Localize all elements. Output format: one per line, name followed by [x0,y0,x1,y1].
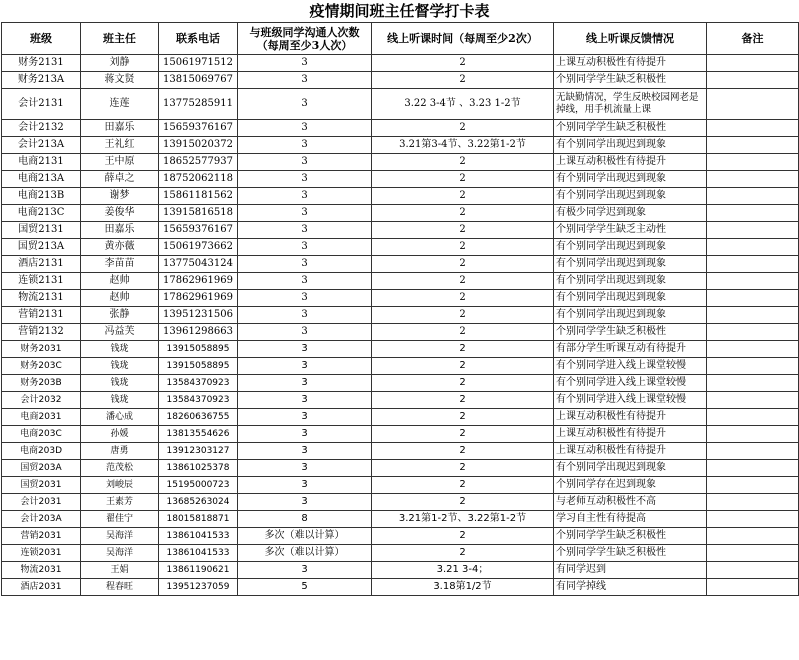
cell-feedback[interactable]: 有个别同学出现迟到现象 [554,239,707,256]
cell-feedback[interactable]: 个别同学学生缺乏积极性 [554,72,707,89]
table-row [2,545,799,562]
table-row [2,239,799,256]
table-row [2,188,799,205]
cell-notes[interactable] [707,188,799,205]
cell-class[interactable]: 会计203A [2,511,81,528]
cell-contacts[interactable]: 多次（难以计算） [238,528,372,545]
cell-class[interactable]: 会计2032 [2,392,81,409]
table-row [2,477,799,494]
cell-notes[interactable] [707,72,799,89]
table-body [2,55,799,596]
table-row [2,341,799,358]
cell-teacher[interactable]: 王素芳 [81,494,159,511]
table-row [2,171,799,188]
cell-feedback[interactable]: 有个别同学出现迟到现象 [554,188,707,205]
cell-contacts[interactable]: 3 [238,273,372,290]
cell-class[interactable]: 营销2132 [2,324,81,341]
cell-teacher[interactable]: 刘静 [81,55,159,72]
cell-teacher[interactable]: 钱珑 [81,375,159,392]
cell-phone[interactable]: 13915816518 [159,205,238,222]
table-row [2,256,799,273]
cell-feedback[interactable]: 个别同学学生缺乏积极性 [554,545,707,562]
cell-contacts[interactable]: 3 [238,494,372,511]
cell-class[interactable]: 国贸2131 [2,222,81,239]
cell-feedback[interactable]: 个别同学学生缺乏主动性 [554,222,707,239]
table-row [2,205,799,222]
cell-phone[interactable]: 13915020372 [159,137,238,154]
cell-feedback[interactable]: 有同学掉线 [554,579,707,596]
cell-class[interactable]: 国贸2031 [2,477,81,494]
cell-phone[interactable]: 13912303127 [159,443,238,460]
cell-notes[interactable] [707,426,799,443]
cell-class[interactable]: 财务203B [2,375,81,392]
cell-class[interactable]: 会计213A [2,137,81,154]
cell-class[interactable]: 财务2131 [2,55,81,72]
cell-phone[interactable]: 15061973662 [159,239,238,256]
cell-feedback[interactable]: 上课互动积极性有待提升 [554,426,707,443]
cell-notes[interactable] [707,528,799,545]
cell-contacts[interactable]: 8 [238,511,372,528]
cell-notes[interactable] [707,120,799,137]
cell-feedback[interactable]: 有个别同学进入线上课堂较慢 [554,375,707,392]
cell-class[interactable]: 连锁2031 [2,545,81,562]
cell-hours[interactable]: 2 [372,72,554,89]
cell-hours[interactable]: 2 [372,375,554,392]
cell-contacts[interactable]: 3 [238,375,372,392]
table-row [2,443,799,460]
cell-teacher[interactable]: 田嘉乐 [81,120,159,137]
cell-notes[interactable] [707,392,799,409]
cell-hours[interactable]: 2 [372,409,554,426]
cell-teacher[interactable]: 赵帅 [81,273,159,290]
cell-feedback[interactable]: 个别同学学生缺乏积极性 [554,528,707,545]
cell-teacher[interactable]: 王礼红 [81,137,159,154]
cell-notes[interactable] [707,545,799,562]
table-row [2,375,799,392]
cell-phone[interactable]: 13685263024 [159,494,238,511]
cell-phone[interactable]: 13861190621 [159,562,238,579]
cell-contacts[interactable]: 3 [238,460,372,477]
cell-class[interactable]: 电商213A [2,171,81,188]
cell-contacts[interactable]: 3 [238,477,372,494]
cell-phone[interactable]: 13951237059 [159,579,238,596]
cell-teacher[interactable]: 唐勇 [81,443,159,460]
table-row [2,120,799,137]
cell-contacts[interactable]: 3 [238,256,372,273]
cell-teacher[interactable]: 范茂松 [81,460,159,477]
table-row [2,460,799,477]
cell-notes[interactable] [707,256,799,273]
cell-feedback[interactable]: 个别同学存在迟到现象 [554,477,707,494]
cell-teacher[interactable]: 谢梦 [81,188,159,205]
cell-teacher[interactable]: 黄亦薇 [81,239,159,256]
cell-feedback[interactable]: 有个别同学出现迟到现象 [554,171,707,188]
cell-teacher[interactable]: 钱珑 [81,392,159,409]
cell-feedback[interactable]: 有个别同学出现迟到现象 [554,307,707,324]
cell-class[interactable]: 财务203C [2,358,81,375]
cell-teacher[interactable]: 姜俊华 [81,205,159,222]
cell-hours[interactable]: 2 [372,256,554,273]
cell-notes[interactable] [707,375,799,392]
cell-contacts[interactable]: 3 [238,562,372,579]
cell-contacts[interactable]: 3 [238,239,372,256]
cell-notes[interactable] [707,494,799,511]
cell-hours[interactable]: 2 [372,205,554,222]
cell-feedback[interactable]: 有个别同学进入线上课堂较慢 [554,358,707,375]
cell-teacher[interactable]: 冯益芙 [81,324,159,341]
cell-phone[interactable]: 13775285911 [159,89,238,120]
table-row [2,307,799,324]
cell-feedback[interactable]: 个别同学学生缺乏积极性 [554,120,707,137]
cell-hours[interactable]: 2 [372,358,554,375]
cell-hours[interactable]: 2 [372,307,554,324]
cell-contacts[interactable]: 3 [238,154,372,171]
cell-class[interactable]: 财务213A [2,72,81,89]
cell-notes[interactable] [707,273,799,290]
cell-notes[interactable] [707,307,799,324]
cell-teacher[interactable]: 潘心成 [81,409,159,426]
cell-class[interactable]: 国贸203A [2,460,81,477]
table-row [2,579,799,596]
cell-hours[interactable]: 3.21 3-4； [372,562,554,579]
cell-contacts[interactable]: 3 [238,409,372,426]
cell-feedback[interactable]: 学习自主性有待提高 [554,511,707,528]
cell-teacher[interactable]: 程春旺 [81,579,159,596]
cell-class[interactable]: 电商213B [2,188,81,205]
cell-contacts[interactable]: 3 [238,290,372,307]
cell-class[interactable]: 物流2031 [2,562,81,579]
cell-phone[interactable]: 17862961969 [159,273,238,290]
cell-teacher[interactable]: 连莲 [81,89,159,120]
cell-phone[interactable]: 15061971512 [159,55,238,72]
header-class: 班级 [2,23,81,55]
cell-phone[interactable]: 18015818871 [159,511,238,528]
cell-teacher[interactable]: 田嘉乐 [81,222,159,239]
cell-teacher[interactable]: 吴海洋 [81,545,159,562]
header-teacher: 班主任 [81,23,159,55]
header-contacts: 与班级同学沟通人次数（每周至少3人次） [238,23,372,55]
cell-feedback[interactable]: 个别同学学生缺乏积极性 [554,324,707,341]
cell-hours[interactable]: 2 [372,222,554,239]
cell-class[interactable]: 会计2031 [2,494,81,511]
cell-hours[interactable]: 2 [372,460,554,477]
cell-hours[interactable]: 2 [372,545,554,562]
cell-class[interactable]: 营销2031 [2,528,81,545]
cell-contacts[interactable]: 3 [238,89,372,120]
cell-phone[interactable]: 13915058895 [159,358,238,375]
cell-teacher[interactable]: 翟佳宁 [81,511,159,528]
cell-class[interactable]: 营销2131 [2,307,81,324]
cell-phone[interactable]: 13584370923 [159,375,238,392]
cell-phone[interactable]: 18752062118 [159,171,238,188]
cell-notes[interactable] [707,154,799,171]
header-phone: 联系电话 [159,23,238,55]
cell-class[interactable]: 电商2031 [2,409,81,426]
cell-teacher[interactable]: 蒋文贤 [81,72,159,89]
cell-phone[interactable]: 15659376167 [159,222,238,239]
cell-hours[interactable]: 2 [372,273,554,290]
cell-notes[interactable] [707,222,799,239]
cell-notes[interactable] [707,409,799,426]
cell-contacts[interactable]: 3 [238,392,372,409]
header-hours: 线上听课时间（每周至少2次） [372,23,554,55]
table-row [2,273,799,290]
table-row [2,55,799,72]
cell-contacts[interactable]: 3 [238,307,372,324]
cell-class[interactable]: 物流2131 [2,290,81,307]
table-row [2,494,799,511]
cell-hours[interactable]: 2 [372,120,554,137]
cell-hours[interactable]: 2 [372,154,554,171]
cell-hours[interactable]: 2 [372,341,554,358]
cell-hours[interactable]: 2 [372,443,554,460]
cell-feedback[interactable]: 有个别同学进入线上课堂较慢 [554,392,707,409]
cell-class[interactable]: 电商203D [2,443,81,460]
cell-hours[interactable]: 2 [372,171,554,188]
cell-notes[interactable] [707,171,799,188]
cell-feedback[interactable]: 有个别同学出现迟到现象 [554,290,707,307]
cell-phone[interactable]: 18652577937 [159,154,238,171]
cell-hours[interactable]: 2 [372,426,554,443]
cell-hours[interactable]: 2 [372,392,554,409]
cell-notes[interactable] [707,511,799,528]
cell-class[interactable]: 电商203C [2,426,81,443]
cell-class[interactable]: 会计2131 [2,89,81,120]
cell-phone[interactable]: 13915058895 [159,341,238,358]
cell-feedback[interactable]: 有同学迟到 [554,562,707,579]
cell-feedback[interactable]: 有部分学生听课互动有待提升 [554,341,707,358]
cell-notes[interactable] [707,137,799,154]
cell-contacts[interactable]: 3 [238,137,372,154]
table-row [2,290,799,307]
cell-teacher[interactable]: 赵帅 [81,290,159,307]
cell-contacts[interactable]: 多次（难以计算） [238,545,372,562]
cell-contacts[interactable]: 3 [238,426,372,443]
cell-phone[interactable]: 13961298663 [159,324,238,341]
cell-notes[interactable] [707,358,799,375]
cell-class[interactable]: 会计2132 [2,120,81,137]
cell-hours[interactable]: 2 [372,528,554,545]
cell-feedback[interactable]: 有个别同学出现迟到现象 [554,256,707,273]
table-row [2,562,799,579]
cell-contacts[interactable]: 3 [238,72,372,89]
table-row [2,222,799,239]
cell-class[interactable]: 连锁2131 [2,273,81,290]
cell-hours[interactable]: 2 [372,494,554,511]
cell-phone[interactable]: 15861181562 [159,188,238,205]
cell-class[interactable]: 酒店2131 [2,256,81,273]
cell-teacher[interactable]: 刘峻辰 [81,477,159,494]
cell-teacher[interactable]: 李苗苗 [81,256,159,273]
cell-notes[interactable] [707,55,799,72]
cell-teacher[interactable]: 钱珑 [81,341,159,358]
cell-phone[interactable]: 13815069767 [159,72,238,89]
cell-hours[interactable]: 2 [372,239,554,256]
cell-contacts[interactable]: 3 [238,171,372,188]
table-row [2,426,799,443]
cell-teacher[interactable]: 吴海洋 [81,528,159,545]
cell-phone[interactable]: 13861041533 [159,528,238,545]
table-row [2,511,799,528]
cell-hours[interactable]: 3.21第3-4节、3.22第1-2节 [372,137,554,154]
cell-feedback[interactable]: 有极少同学迟到现象 [554,205,707,222]
cell-phone[interactable]: 15659376167 [159,120,238,137]
sheet-title: 疫情期间班主任督学打卡表 [309,2,490,20]
cell-notes[interactable] [707,290,799,307]
cell-phone[interactable]: 13861025378 [159,460,238,477]
cell-phone[interactable]: 13775043124 [159,256,238,273]
cell-class[interactable]: 国贸213A [2,239,81,256]
cell-feedback[interactable]: 有个别同学出现迟到现象 [554,137,707,154]
cell-contacts[interactable]: 3 [238,222,372,239]
cell-hours[interactable]: 2 [372,55,554,72]
cell-hours[interactable]: 2 [372,324,554,341]
cell-phone[interactable]: 13813554626 [159,426,238,443]
cell-notes[interactable] [707,579,799,596]
cell-contacts[interactable]: 3 [238,341,372,358]
cell-teacher[interactable]: 王中原 [81,154,159,171]
cell-notes[interactable] [707,460,799,477]
cell-feedback[interactable]: 有个别同学出现迟到现象 [554,273,707,290]
cell-notes[interactable] [707,443,799,460]
cell-contacts[interactable]: 3 [238,324,372,341]
cell-feedback[interactable]: 上课互动积极性有待提升 [554,443,707,460]
cell-notes[interactable] [707,239,799,256]
cell-contacts[interactable]: 3 [238,443,372,460]
cell-contacts[interactable]: 3 [238,205,372,222]
cell-contacts[interactable]: 3 [238,120,372,137]
table-row [2,528,799,545]
cell-hours[interactable]: 2 [372,477,554,494]
cell-hours[interactable]: 3.21第1-2节、3.22第1-2节 [372,511,554,528]
cell-notes[interactable] [707,562,799,579]
cell-feedback[interactable]: 无缺勤情况，学生反映校园网老是掉线，用手机流量上课 [554,89,707,120]
cell-teacher[interactable]: 孙媛 [81,426,159,443]
cell-feedback[interactable]: 上课互动积极性有待提升 [554,154,707,171]
cell-hours[interactable]: 3.18第1/2节 [372,579,554,596]
cell-contacts[interactable]: 3 [238,188,372,205]
table-row [2,358,799,375]
cell-phone[interactable]: 13584370923 [159,392,238,409]
cell-notes[interactable] [707,89,799,120]
checkin-table [1,22,799,596]
cell-feedback[interactable]: 与老师互动积极性不高 [554,494,707,511]
cell-contacts[interactable]: 3 [238,358,372,375]
cell-teacher[interactable]: 钱珑 [81,358,159,375]
cell-feedback[interactable]: 有个别同学出现迟到现象 [554,460,707,477]
cell-class[interactable]: 电商213C [2,205,81,222]
table-row [2,72,799,89]
cell-notes[interactable] [707,341,799,358]
table-row [2,324,799,341]
cell-hours[interactable]: 2 [372,290,554,307]
table-row [2,89,799,120]
header-notes: 备注 [707,23,799,55]
cell-notes[interactable] [707,324,799,341]
cell-phone[interactable]: 17862961969 [159,290,238,307]
cell-class[interactable]: 酒店2031 [2,579,81,596]
cell-feedback[interactable]: 上课互动积极性有待提升 [554,55,707,72]
header-row [2,23,799,55]
cell-phone[interactable]: 15195000723 [159,477,238,494]
cell-teacher[interactable]: 张静 [81,307,159,324]
header-feedback: 线上听课反馈情况 [554,23,707,55]
cell-feedback[interactable]: 上课互动积极性有待提升 [554,409,707,426]
cell-class[interactable]: 电商2131 [2,154,81,171]
table-row [2,409,799,426]
cell-hours[interactable]: 3.22 3-4节 、3.23 1-2节 [372,89,554,120]
table-row [2,154,799,171]
cell-phone[interactable]: 13951231506 [159,307,238,324]
cell-contacts[interactable]: 3 [238,55,372,72]
cell-class[interactable]: 财务2031 [2,341,81,358]
cell-hours[interactable]: 2 [372,188,554,205]
cell-phone[interactable]: 13861041533 [159,545,238,562]
cell-contacts[interactable]: 5 [238,579,372,596]
cell-notes[interactable] [707,477,799,494]
table-row [2,137,799,154]
cell-phone[interactable]: 18260636755 [159,409,238,426]
cell-teacher[interactable]: 薛卓之 [81,171,159,188]
cell-teacher[interactable]: 王娟 [81,562,159,579]
table-row [2,392,799,409]
cell-notes[interactable] [707,205,799,222]
